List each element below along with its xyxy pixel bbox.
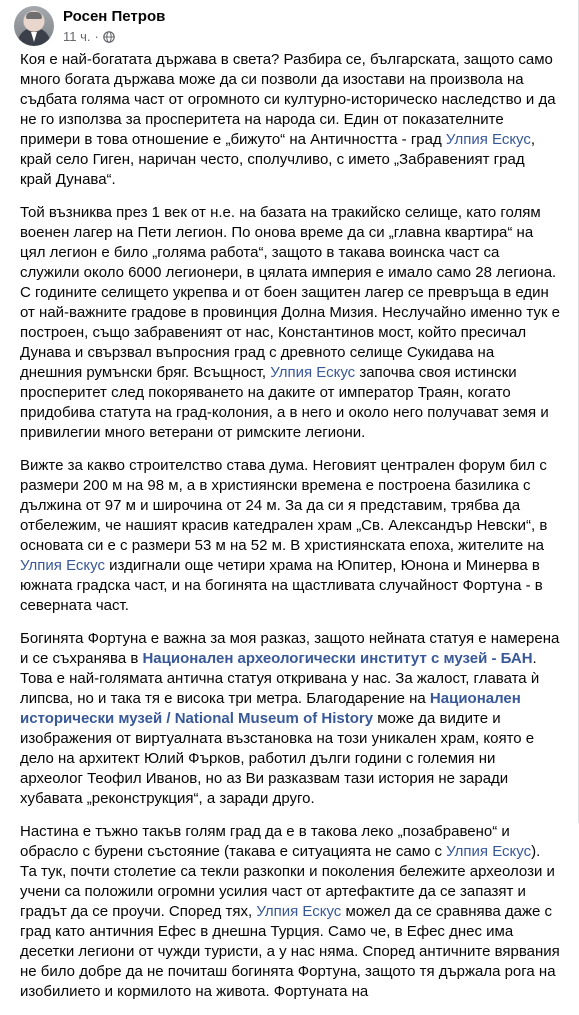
- post-text: можел да се сравнява даже с град като античния Ефес в днешна Турция. Само че, в Ефес днес има десетки легиони от чужди туристи, а у нас няма. Според античните вярвания не било добре да не почиташ богинята Фортуна, защото тя държала рога на изобилието и кормилото на живота. Фортуната на: [20, 903, 560, 1000]
- post-text: Той възниква през 1 век от н.е. на базата на тракийско селище, като голям военен лагер на Пети легион. По онова време да си „главна квартира“ на цял легион е било „голяма работа“, защото в такава воинска част са служили около 6000 легионери, в цялата империя е имало само 28 легиона. С годините селището укрепва и от боен защитен лагер се превръща в един от най-важните градове в провинция Долна Мизия. Неслучайно именно тук е построен, също забравеният от нас, Константинов мост, който пресичал Дунава и свързвал въпросния град с древното селище Сукидава на днешния румънски бряг. Всъщност,: [20, 204, 560, 381]
- post-text: Настина е тъжно такъв голям град да е в такова леко „позабравено“ и обрасло с бурени състояние (такава е ситуацията не само с: [20, 823, 510, 860]
- avatar-collar: [31, 32, 37, 42]
- post-paragraph: [20, 822, 560, 1002]
- post-text: Вижте за какво строителство става дума. Неговият централен форум бил с размери 200 м на 98 м, а в християнски времена е построена базилика с дължина от 97 м и широчина от 24 м. За да си я представим, трябва да отбележим, че нашият красив катедрален храм „Св. Александър Невски“, в основата си е с размери 53 м на 52 м. В християнската епоха, жителите на: [20, 457, 548, 554]
- hashtag-link-ulpia-escus[interactable]: Улпия Ескус: [256, 903, 342, 920]
- post-paragraph: [20, 50, 560, 190]
- hashtag-link-ulpia-escus[interactable]: Улпия Ескус: [270, 364, 356, 381]
- post-header: [14, 6, 554, 46]
- hashtag-link-ulpia-escus[interactable]: Улпия Ескус: [446, 843, 532, 860]
- hashtag-link-ulpia-escus[interactable]: Улпия Ескус: [445, 131, 531, 148]
- post-text: . Това е най-голямата антична статуя откривана у нас. За жалост, главата ѝ липсва, но и така тя е висока три метра. Благодарение на: [20, 650, 540, 707]
- post-meta: [63, 29, 115, 44]
- post-text: ). Та тук, почти столетие са текли разкопки и поколения бележите археолози и учени са положили огромни усилия част от артефактите да се запазят и градът да се проучи. Според тях,: [20, 843, 555, 920]
- globe-icon[interactable]: [103, 31, 115, 43]
- post-body: [20, 50, 560, 1015]
- avatar-hair: [26, 12, 42, 19]
- post-timestamp[interactable]: 11 ч.: [63, 29, 91, 44]
- post-paragraph: [20, 456, 560, 616]
- page-mention-link[interactable]: Национален исторически музей / National Museum of History: [20, 690, 521, 727]
- post-paragraph: [20, 629, 560, 809]
- author-name[interactable]: Росен Петров: [63, 8, 166, 25]
- post-paragraph: [20, 203, 560, 443]
- page-mention-link[interactable]: Национален археологически институт с музей - БАН: [142, 650, 533, 667]
- post-text: Богинята Фортуна е важна за моя разказ, защото нейната статуя е намерена и се съхранява в: [20, 630, 560, 667]
- post-text: може да видите и изображения от виртуалната възстановка на този уникален храм, която е дело на архитект Юлий Фърков, работил дълги години с големия ни археолог Теофил Иванов, но аз Ви разказвам тази история не заради хубавата „реконструкция“, а заради друго.: [20, 710, 535, 807]
- meta-separator: ·: [94, 29, 99, 44]
- author-avatar[interactable]: [14, 6, 54, 46]
- post-text: започва своя истински просперитет след покоряването на даките от император Траян, когато придобива статута на град-колония, а в него и около него получават земя и привилегии много ветерани от римските легиони.: [20, 364, 549, 441]
- post-text: , край село Гиген, наричан често, сполучливо, с името „Забравеният град край Дунава“.: [20, 131, 536, 188]
- post-text: издигнали още четири храма на Юпитер, Юнона и Минерва в южната градска част, и на богинята на щастливата случайност Фортуна - в северната част.: [20, 557, 543, 614]
- post-text: Коя е най-богатата държава в света? Разбира се, българската, защото само много богата държава може да си позволи да изостави на произвола на съдбата голяма част от огромното си културно-историческо наследство и да не го използва за просперитета на народа си. Един от показателните примери в това отношение е „бижуто“ на Античността - град: [20, 51, 556, 148]
- hashtag-link-ulpia-escus[interactable]: Улпия Ескус: [20, 557, 105, 574]
